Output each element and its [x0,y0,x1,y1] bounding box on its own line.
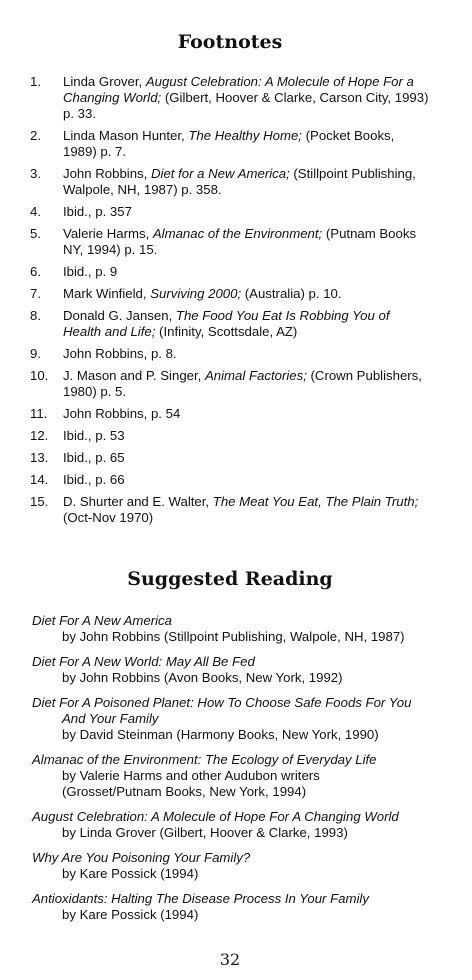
reading-item [32,850,434,882]
reading-title: Why Are You Poisoning Your Family? [32,850,251,865]
footnote-text [63,128,430,160]
footnote-text [63,204,430,220]
footnote-title: Surviving 2000; [150,286,242,301]
reading-title: Diet For A New World: May All Be Fed [32,654,255,669]
footnote-item [30,450,430,466]
footnote-title: The Meat You Eat, The Plain Truth; [212,494,419,509]
reading-item [32,752,434,800]
suggested-reading-list [32,613,434,932]
footnote-publication: (Crown Publishers, 1980) p. 5. [63,368,422,399]
footnote-item [30,472,430,488]
reading-title-continued: And Your Family [62,711,159,726]
footnote-author: Valerie Harms, [63,226,153,241]
footnote-item [30,204,430,220]
footnote-number: 9. [30,346,41,361]
footnotes-heading: Footnotes [177,31,283,53]
footnote-author: Ibid., p. 53 [63,428,125,443]
reading-author: by David Steinman (Harmony Books, New York, 1990) [62,727,379,742]
footnote-title: Animal Factories; [204,368,307,383]
footnote-author: John Robbins, [63,166,151,181]
reading-author: by Valerie Harms and other Audubon writers [62,768,320,783]
reading-item [32,695,434,743]
footnote-publication: (Australia) p. 10. [241,286,342,301]
footnote-author: John Robbins, p. 54 [63,406,181,421]
footnote-item [30,368,430,400]
footnote-item [30,74,430,122]
footnote-publication: (Gilbert, Hoover & Clarke, Carson City, 1993) p. 33. [63,90,429,121]
footnote-number: 13. [30,450,49,465]
footnote-number: 6. [30,264,41,279]
footnote-text [63,406,430,422]
footnote-publication: (Pocket Books, 1989) p. 7. [63,128,395,159]
footnote-text [63,226,430,258]
footnote-item [30,346,430,362]
footnote-publication: (Oct-Nov 1970) [63,510,154,525]
reading-author: by John Robbins (Avon Books, New York, 1992) [62,670,343,685]
reading-title: August Celebration: A Molecule of Hope For A Changing World [32,809,399,824]
reading-title: Diet For A New America [32,613,172,628]
footnote-author: John Robbins, p. 8. [63,346,177,361]
footnote-author: Ibid., p. 9 [63,264,118,279]
footnote-text [63,346,430,362]
footnote-text [63,472,430,488]
reading-author: by Kare Possick (1994) [62,907,199,922]
footnote-author: Ibid., p. 357 [63,204,132,219]
footnote-number: 3. [30,166,41,181]
footnote-number: 14. [30,472,49,487]
footnote-text [63,286,430,302]
reading-item [32,891,434,923]
reading-author: by Linda Grover (Gilbert, Hoover & Clarke, 1993) [62,825,348,840]
footnote-number: 5. [30,226,41,241]
footnote-item [30,494,430,526]
footnote-title: August Celebration: A Molecule of Hope For a Changing World; [63,74,414,105]
footnote-number: 8. [30,308,41,323]
reading-author: by Kare Possick (1994) [62,866,199,881]
reading-title: Almanac of the Environment: The Ecology of Everyday Life [32,752,377,767]
reading-title: Antioxidants: Halting The Disease Process In Your Family [32,891,369,906]
footnote-author: Linda Mason Hunter, [63,128,189,143]
footnote-text [63,166,430,198]
footnote-item [30,308,430,340]
footnote-item [30,428,430,444]
footnote-item [30,264,430,280]
reading-item [32,654,434,686]
reading-item [32,613,434,645]
footnote-author: Ibid., p. 66 [63,472,125,487]
suggested-reading-heading: Suggested Reading [127,568,333,590]
footnote-number: 12. [30,428,49,443]
footnote-item [30,128,430,160]
footnote-number: 1. [30,74,41,89]
footnote-text [63,264,430,280]
footnote-number: 10. [30,368,49,383]
reading-title: Diet For A Poisoned Planet: How To Choose Safe Foods For You [32,695,412,710]
page-number: 32 [219,950,241,969]
footnote-title: Diet for a New America; [150,166,290,181]
footnote-text [63,428,430,444]
footnote-text [63,450,430,466]
footnote-title: Almanac of the Environment; [152,226,323,241]
footnote-text [63,368,430,400]
footnote-number: 7. [30,286,41,301]
footnote-text [63,74,430,122]
footnote-text [63,308,430,340]
footnote-number: 4. [30,204,41,219]
footnote-number: 11. [30,406,48,421]
reading-author: by John Robbins (Stillpoint Publishing, Walpole, NH, 1987) [62,629,405,644]
footnote-author: J. Mason and P. Singer, [63,368,205,383]
footnote-author: Ibid., p. 65 [63,450,125,465]
footnote-item [30,166,430,198]
footnote-item [30,406,430,422]
footnote-number: 2. [30,128,41,143]
footnotes-list [30,74,430,532]
footnote-author: D. Shurter and E. Walter, [63,494,213,509]
footnote-publication: (Stillpoint Publishing, Walpole, NH, 1987) p. 358. [63,166,416,197]
footnote-author: Mark Winfield, [63,286,151,301]
footnote-text [63,494,430,526]
reading-item [32,809,434,841]
footnote-item [30,286,430,302]
footnote-title: The Food You Eat Is Robbing You of Health and Life; [63,308,390,339]
footnote-number: 15. [30,494,49,509]
footnote-author: Donald G. Jansen, [63,308,176,323]
footnote-author: Linda Grover, [63,74,146,89]
footnote-publication: (Infinity, Scottsdale, AZ) [155,324,298,339]
footnote-title: The Healthy Home; [188,128,302,143]
footnote-item [30,226,430,258]
reading-publication: (Grosset/Putnam Books, New York, 1994) [62,784,307,799]
footnote-publication: (Putnam Books NY, 1994) p. 15. [63,226,417,257]
